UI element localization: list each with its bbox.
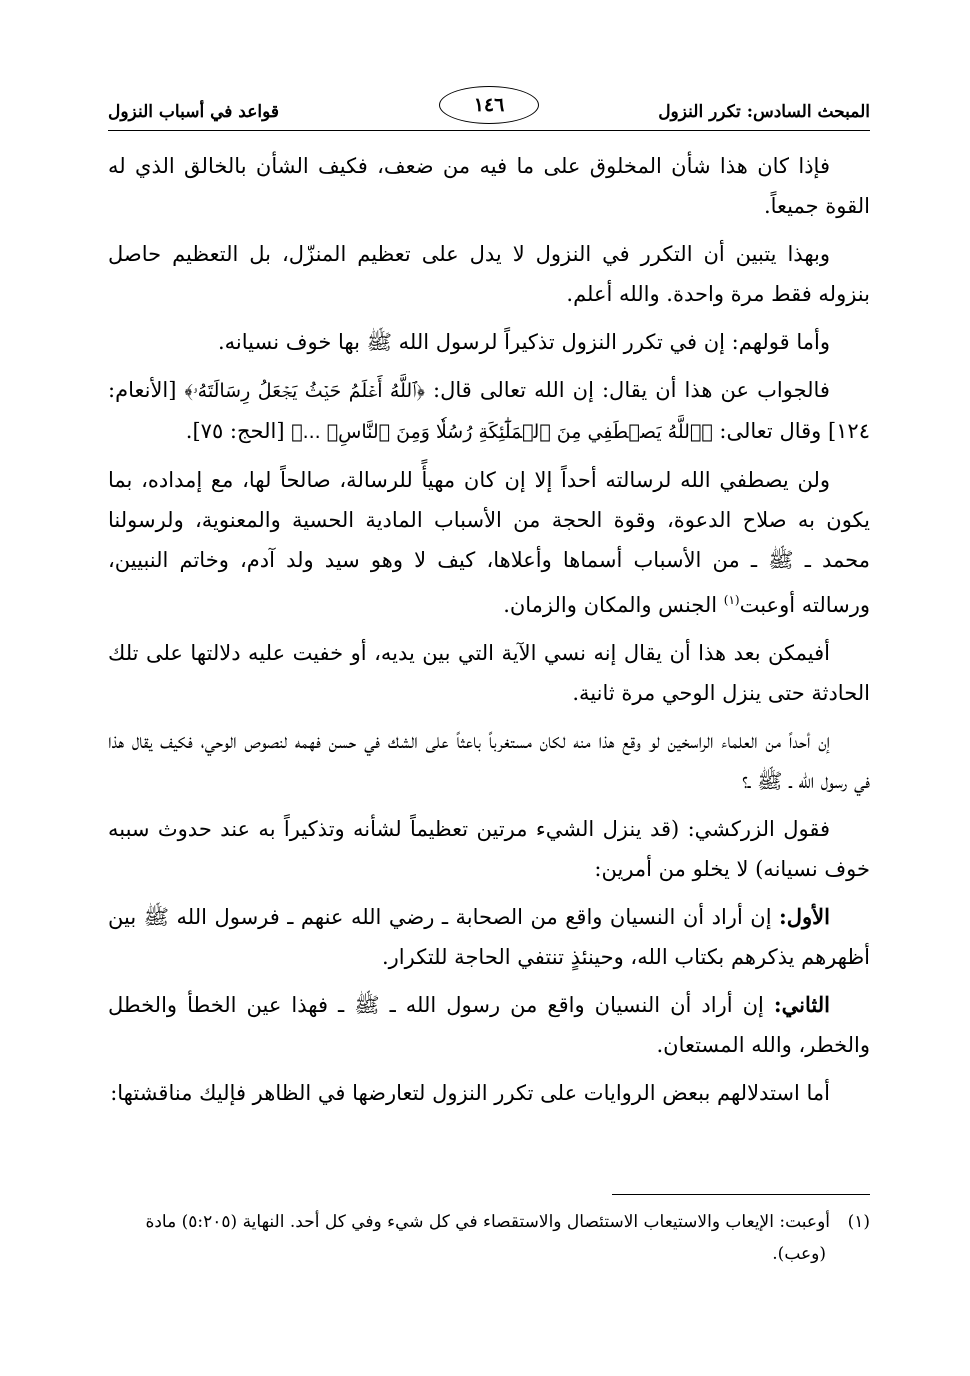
- paragraph-second-point: [108, 985, 870, 1065]
- paragraph: وبهذا يتبين أن التكرر في النزول لا يدل على تعظيم المنزّل، بل التعظيم حاصل بنزوله فقط مرة واحدة. والله أعلم.: [108, 242, 870, 306]
- footnote: [108, 1206, 870, 1270]
- point-label: الثاني:: [773, 992, 830, 1017]
- paragraph-first-point: [108, 897, 870, 977]
- page-number: ١٤٦: [439, 86, 539, 124]
- paragraph-text: إن أراد أن النسيان واقع من رسول الله ـ ﷺ ـ فهذا عين الخطأ والخطل والخطر، والله المستعان.: [108, 993, 870, 1057]
- paragraph: أفيمكن بعد هذا أن يقال إنه نسي الآية التي بين يديه، أو خفيت عليه دلالتها على تلك الحادثة حتى ينزل الوحي مرة ثانية.: [108, 641, 870, 705]
- quran-verse: ﴿ٱللَّهُ أَعۡلَمُ حَيۡثُ يَجۡعَلُ رِسَالَتَهُۥ﴾: [184, 380, 425, 402]
- paragraph-with-verses: [108, 370, 870, 452]
- footnotes: [108, 1206, 870, 1270]
- footnote-rule: [612, 1194, 870, 1195]
- point-label: الأول:: [779, 904, 830, 929]
- paragraph-text: [الأنعام: ١٢٤] وقال تعالى:: [108, 378, 870, 443]
- paragraph-with-footnote: [108, 460, 870, 625]
- paragraph: فقول الزركشي: (قد ينزل الشيء مرتين تعظيماً لشأنه وتذكيراً به عند حدوث سببه خوف نسيانه) لا يخلو من أمرين:: [108, 817, 870, 881]
- paragraph-text: فالجواب عن هذا أن يقال: إن الله تعالى قال:: [424, 378, 830, 402]
- header-rule: [108, 130, 870, 131]
- footnote-text: أوعبت: الإيعاب والاستيعاب الاستئصال والاستقصاء في كل شيء وفي كل أحد. النهاية (٥:٢٠٥) مادة (وعب).: [145, 1212, 830, 1264]
- quran-verse: ﴿ٱللَّهُ يَصۡطَفِي مِنَ ٱلۡمَلَٰٓئِكَةِ رُسُلٗا وَمِنَ ٱلنَّاسِۚ ...﴾: [291, 421, 713, 443]
- book-title: قواعد في أسباب النزول: [108, 102, 280, 122]
- paragraph-text: ولن يصطفي الله لرسالته أحداً إلا إن كان مهيأً للرسالة، صالحاً لها، مع إمداده، بما يكون به صلاح الدعوة، وقوة الحجة من الأسباب المادية الحسية والمعنوية، ولرسولنا محمد ـ ﷺ ـ من الأسباب أسماها وأعلاها، كيف لا وهو سيد ولد آدم، وخاتم النبيين، ورسالته أوعبت: [108, 468, 870, 617]
- footnote-reference[interactable]: (١): [723, 593, 740, 607]
- footnote-number: (١): [847, 1212, 870, 1232]
- paragraph: أما استدلالهم ببعض الروايات على تكرر النزول لتعارضها في الظاهر فإليك مناقشتها:: [110, 1081, 830, 1105]
- paragraph-text: إن أراد أن النسيان واقع من الصحابة ـ رضي الله عنهم ـ فرسول الله ﷺ بين أظهرهم يذكرهم بكتاب الله، وحينئذٍ تنتفي الحاجة للتكرار.: [108, 905, 870, 969]
- book-page: [108, 84, 870, 1314]
- paragraph: إن أحداً من العلماء الراسخين لو وقع هذا منه لكان مستغرباً باعثاً على الشك في حسن فهمه لنصوص الوحي، فكيف يقال هذا في رسول الله ـ ﷺ ـ؟: [108, 729, 870, 793]
- paragraph: وأما قولهم: إن في تكرر النزول تذكيراً لرسول الله ﷺ بها خوف نسيانه.: [217, 330, 830, 354]
- paragraph: فإذا كان هذا شأن المخلوق على ما فيه من ضعف، فكيف الشأن بالخالق الذي له القوة جميعاً.: [108, 154, 870, 218]
- paragraph-text: [الحج: ٧٥].: [185, 419, 292, 443]
- paragraph-text: الجنس والمكان والزمان.: [503, 593, 724, 617]
- section-title: المبحث السادس: تكرر النزول: [658, 102, 870, 122]
- main-text: [108, 146, 870, 1113]
- page-header: [108, 84, 870, 132]
